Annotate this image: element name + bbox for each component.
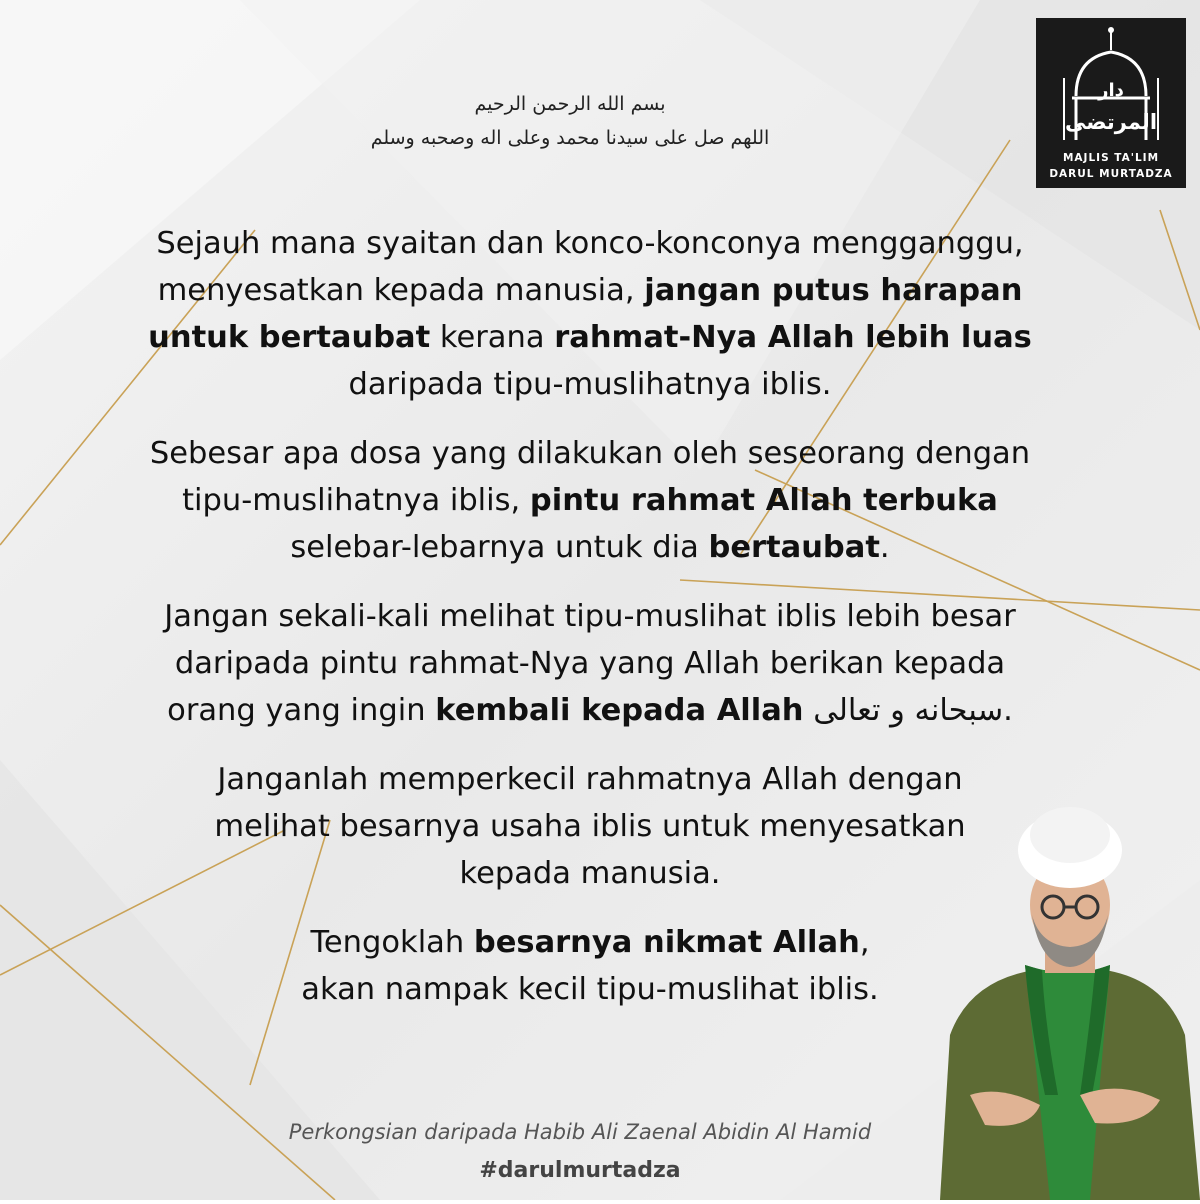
body-text: selebar-lebarnya untuk dia — [290, 530, 709, 565]
body-text: orang yang ingin — [167, 693, 436, 728]
body-text: , — [859, 925, 870, 960]
body-text: melihat besarnya usaha iblis untuk menyesatkan — [214, 809, 966, 844]
body-text: daripada tipu-muslihatnya iblis. — [348, 367, 832, 402]
body-text: kerana — [430, 320, 555, 355]
body-text: Sejauh mana syaitan dan konco-konconya mengganggu, — [156, 226, 1024, 261]
body-text: Sebesar apa dosa yang dilakukan oleh seseorang dengan — [149, 436, 1031, 471]
body-text: Janganlah memperkecil rahmatnya Allah dengan — [217, 762, 963, 797]
logo-arabic-main: المرتضى — [1064, 110, 1158, 134]
emphasis-text: rahmat-Nya Allah lebih luas — [554, 320, 1032, 355]
body-text: akan nampak kecil tipu-muslihat iblis. — [301, 972, 879, 1007]
body-text: daripada pintu rahmat-Nya yang Allah berikan kepada — [174, 646, 1006, 681]
darul-murtadza-logo — [1036, 18, 1186, 188]
emphasis-text: kembali kepada Allah — [435, 693, 804, 728]
logo-line-1: MAJLIS TA'LIM — [1062, 152, 1160, 164]
body-text: Tengoklah — [310, 925, 474, 960]
credit-text: Perkongsian daripada Habib Ali Zaenal Abidin Al Hamid — [288, 1120, 872, 1144]
salawat-text: اللهم صل على سيدنا محمد وعلى اله وصحبه وسلم — [370, 127, 770, 149]
logo-arabic-top: دار — [1098, 80, 1124, 101]
emphasis-text: jangan putus harapan — [644, 273, 1023, 308]
hashtag-text: #darulmurtadza — [479, 1158, 681, 1183]
body-text: kepada manusia. — [459, 856, 721, 891]
body-text: سبحانه و تعالى. — [803, 693, 1013, 728]
body-text: Jangan sekali-kali melihat tipu-muslihat iblis lebih besar — [164, 599, 1016, 634]
body-text: . — [879, 530, 890, 565]
message-paragraph — [90, 220, 1090, 408]
emphasis-text: bertaubat — [708, 530, 880, 565]
emphasis-text: pintu rahmat Allah terbuka — [529, 483, 998, 518]
basmala-text: بسم الله الرحمن الرحيم — [474, 93, 666, 115]
praying-scholar-illustration — [930, 795, 1200, 1200]
body-text: menyesatkan kepada manusia, — [157, 273, 645, 308]
emphasis-text: untuk bertaubat — [148, 320, 431, 355]
emphasis-text: besarnya nikmat Allah — [473, 925, 860, 960]
message-paragraph — [90, 430, 1090, 571]
message-paragraph — [90, 593, 1090, 734]
speaker-photo — [930, 795, 1200, 1200]
body-text: tipu-muslihatnya iblis, — [182, 483, 530, 518]
logo-line-2: DARUL MURTADZA — [1049, 168, 1173, 180]
